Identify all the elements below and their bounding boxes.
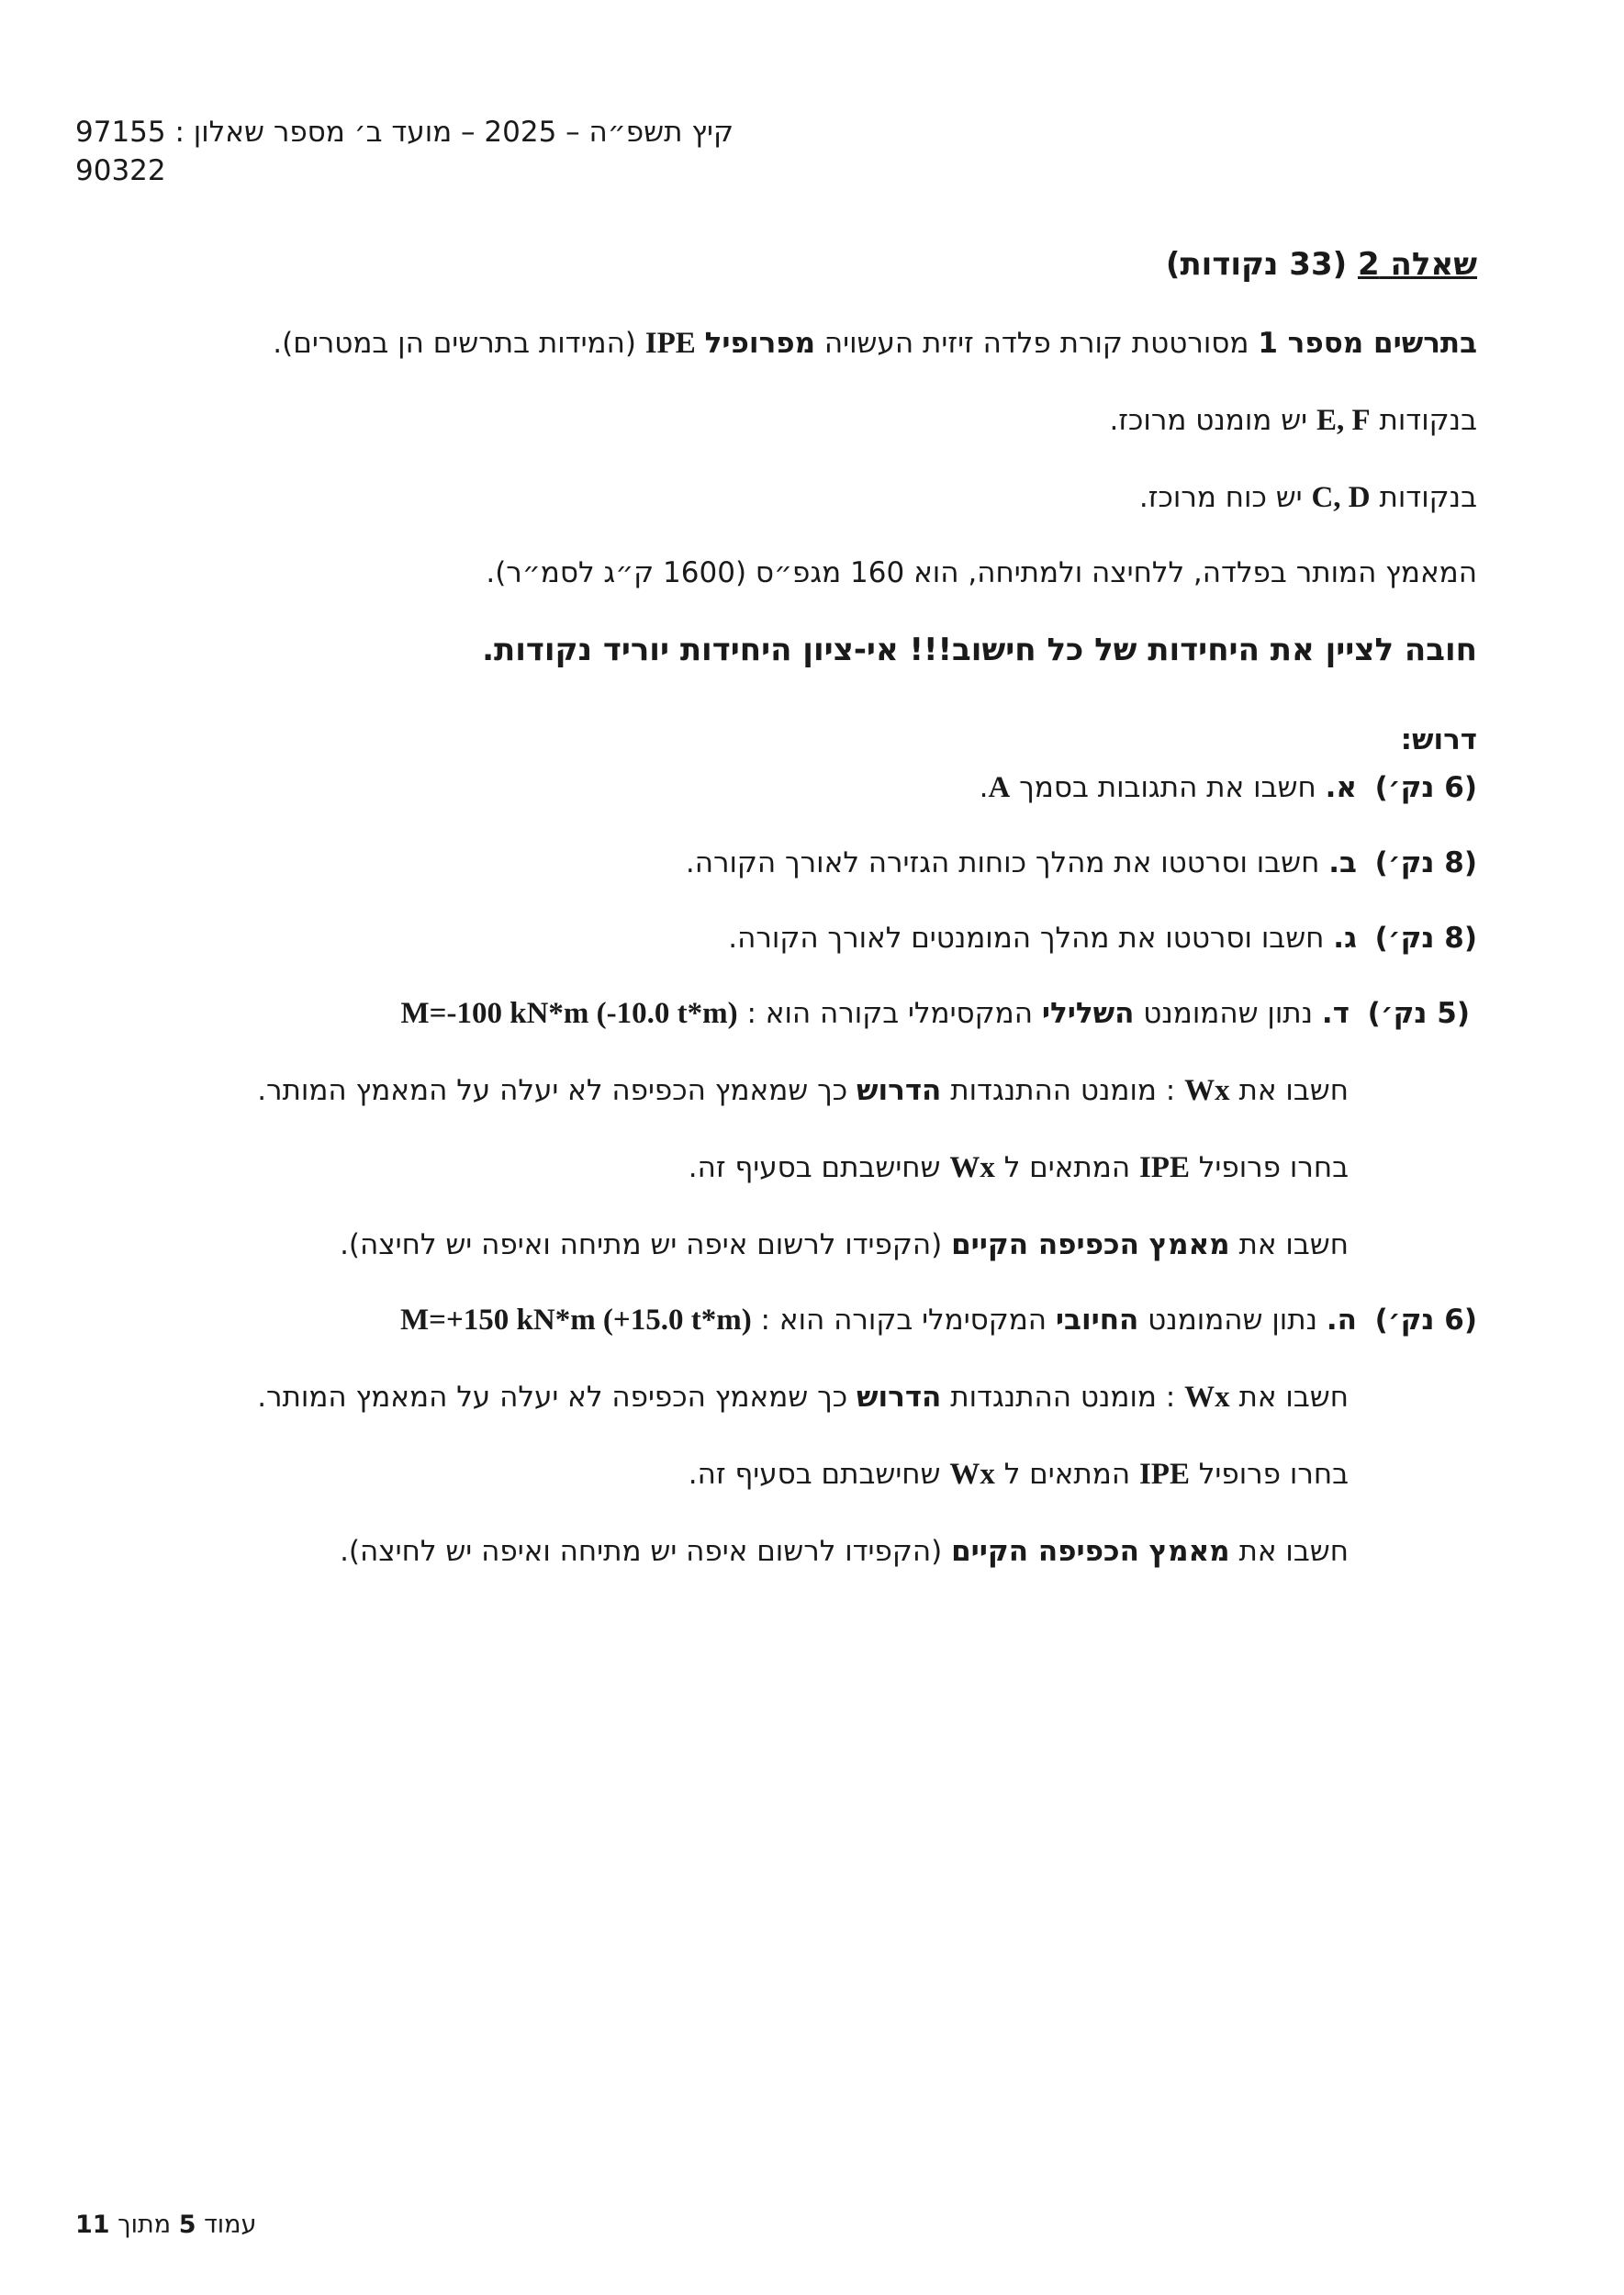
question-title: שאלה 2 (33 נקודות) [1165,246,1477,283]
item-b: (8 נק׳) ב. חשבו וסרטטו את מהלך כוחות הגזירה לאורך הקורה. [685,846,1477,879]
negative-moment-formula: M=-100 kN*m (-10.0 t*m) [400,997,738,1030]
allowed-stress-line: המאמץ המותר בפלדה, ללחיצה ולמתיחה, הוא 160 מגפ״ס (1600 ק״ג לסמ״ר). [486,556,1477,589]
force-points-line: בנקודות C, D יש כוח מרוכז. [1138,481,1477,514]
item-e-choose-line: בחרו פרופיל IPE המתאים ל Wx שחישבתם בסעיף זה. [688,1458,1349,1491]
exam-header-line2: 90322 [75,154,166,187]
item-e: (6 נק׳) ה. נתון שהמומנט החיובי המקסימלי בקורה הוא : M=+150 kN*m (+15.0 t*m) [400,1304,1477,1337]
positive-moment-formula: M=+150 kN*m (+15.0 t*m) [400,1304,752,1337]
intro-line: בתרשים מספר 1 מסורטטת קורת פלדה זיזית העשויה מפרופיל IPE (המידות בתרשים הן במטרים). [273,327,1477,360]
item-c: (8 נק׳) ג. חשבו וסרטטו את מהלך המומנטים לאורך הקורה. [728,922,1477,955]
item-e-stress-line: חשבו את מאמץ הכפיפה הקיים (הקפידו לרשום איפה יש מתיחה ואיפה יש לחיצה). [340,1535,1349,1568]
required-label: דרוש: [1400,723,1477,756]
item-d-stress-line: חשבו את מאמץ הכפיפה הקיים (הקפידו לרשום איפה יש מתיחה ואיפה יש לחיצה). [340,1228,1349,1261]
item-d-wx-line: חשבו את Wx : מומנט ההתנגדות הדרוש כך שמאמץ הכפיפה לא יעלה על המאמץ המותר. [257,1074,1349,1107]
item-e-wx-line: חשבו את Wx : מומנט ההתנגדות הדרוש כך שמאמץ הכפיפה לא יעלה על המאמץ המותר. [257,1381,1349,1414]
item-d: (5 נק׳) ד. נתון שהמומנט השלילי המקסימלי בקורה הוא : M=-100 kN*m (-10.0 t*m) [400,997,1470,1030]
moment-points-line: בנקודות E, F יש מומנט מרוכז. [1109,404,1477,437]
item-d-choose-line: בחרו פרופיל IPE המתאים ל Wx שחישבתם בסעיף זה. [688,1151,1349,1184]
exam-header-line1: קיץ תשפ״ה – 2025 – מועד ב׳ מספר שאלון : 97155 [75,116,734,149]
item-a: (6 נק׳) א. חשבו את התגובות בסמך A. [979,771,1477,804]
page-footer: עמוד 5 מתוך 11 [75,2211,257,2239]
units-warning: חובה לציין את היחידות של כל חישוב!!! אי-ציון היחידות יוריד נקודות. [482,632,1477,668]
